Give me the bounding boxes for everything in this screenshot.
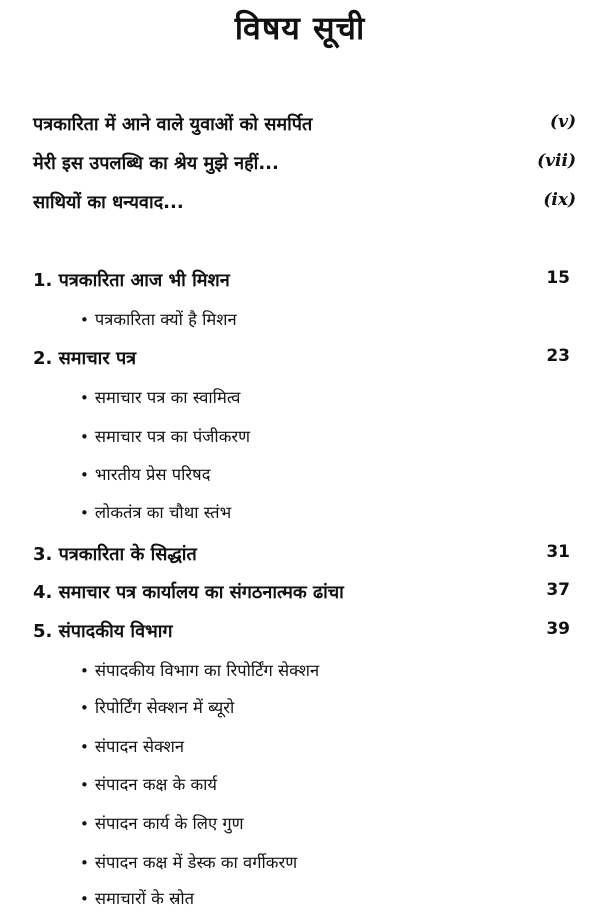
subitem-text: भारतीय प्रेस परिषद xyxy=(94,465,211,484)
chapter-title: 2. समाचार पत्र xyxy=(33,348,137,369)
toc-subitem xyxy=(0,850,600,880)
bullet-icon: • xyxy=(80,776,89,794)
toc-page-number: 31 xyxy=(546,542,570,562)
subitem-text: समाचारों के स्रोत xyxy=(94,889,195,908)
toc-subitem xyxy=(0,734,600,764)
page-title: विषय सूची xyxy=(234,9,366,47)
toc-subitem xyxy=(0,307,600,337)
toc-entry-text: पत्रकारिता में आने वाले युवाओं को समर्पित xyxy=(33,114,313,135)
bullet-icon: • xyxy=(80,428,89,446)
bullet-icon: • xyxy=(80,854,89,872)
chapter-title: 3. पत्रकारिता के सिद्धांत xyxy=(33,544,197,565)
bullet-icon: • xyxy=(80,890,89,908)
toc-chapter xyxy=(0,268,600,298)
subitem-text: संपादन कक्ष के कार्य xyxy=(94,775,218,794)
toc-page-number: (ix) xyxy=(543,190,576,210)
subitem-text: संपादन कार्य के लिए गुण xyxy=(94,814,244,833)
toc-chapter xyxy=(0,542,600,572)
toc-subitem xyxy=(0,886,600,916)
toc-page-number: 37 xyxy=(546,580,570,600)
toc-page-number: (vii) xyxy=(537,151,576,171)
subitem-text: रिपोर्टिंग सेक्शन में ब्यूरो xyxy=(94,698,235,717)
toc-page-number: 39 xyxy=(546,619,570,639)
bullet-icon: • xyxy=(80,504,89,522)
bullet-icon: • xyxy=(80,738,89,756)
bullet-icon: • xyxy=(80,389,89,407)
toc-chapter xyxy=(0,580,600,610)
toc-subitem xyxy=(0,658,600,688)
subitem-text: संपादकीय विभाग का रिपोर्टिंग सेक्शन xyxy=(94,661,320,680)
subitem-text: संपादन सेक्शन xyxy=(94,737,184,756)
bullet-icon: • xyxy=(80,815,89,833)
bullet-icon: • xyxy=(80,699,89,717)
toc-front-item xyxy=(0,151,600,181)
subitem-text: संपादन कक्ष में डेस्क का वर्गीकरण xyxy=(94,853,298,872)
toc-subitem xyxy=(0,385,600,415)
toc-front-item xyxy=(0,190,600,220)
toc-subitem xyxy=(0,695,600,725)
toc-subitem xyxy=(0,500,600,530)
toc-page-number: 15 xyxy=(546,268,570,288)
toc-front-item xyxy=(0,112,600,142)
subitem-text: समाचार पत्र का पंजीकरण xyxy=(94,427,251,446)
chapter-title: 5. संपादकीय विभाग xyxy=(33,621,173,642)
toc-page-number: (v) xyxy=(550,112,576,132)
toc-entry-text: मेरी इस उपलब्धि का श्रेय मुझे नहीं... xyxy=(33,153,279,174)
subitem-text: समाचार पत्र का स्वामित्व xyxy=(94,388,241,407)
toc-subitem xyxy=(0,811,600,841)
bullet-icon: • xyxy=(80,466,89,484)
toc-subitem xyxy=(0,424,600,454)
bullet-icon: • xyxy=(80,311,89,329)
chapter-title: 4. समाचार पत्र कार्यालय का संगठनात्मक ढांचा xyxy=(33,582,344,603)
subitem-text: पत्रकारिता क्यों है मिशन xyxy=(94,310,237,329)
bullet-icon: • xyxy=(80,662,89,680)
toc-chapter xyxy=(0,619,600,649)
toc-entry-text: साथियों का धन्यवाद... xyxy=(33,192,184,213)
toc-subitem xyxy=(0,772,600,802)
subitem-text: लोकतंत्र का चौथा स्तंभ xyxy=(94,503,232,522)
toc-chapter xyxy=(0,346,600,376)
toc-page-number: 23 xyxy=(546,346,570,366)
toc-subitem xyxy=(0,462,600,492)
chapter-title: 1. पत्रकारिता आज भी मिशन xyxy=(33,270,230,291)
